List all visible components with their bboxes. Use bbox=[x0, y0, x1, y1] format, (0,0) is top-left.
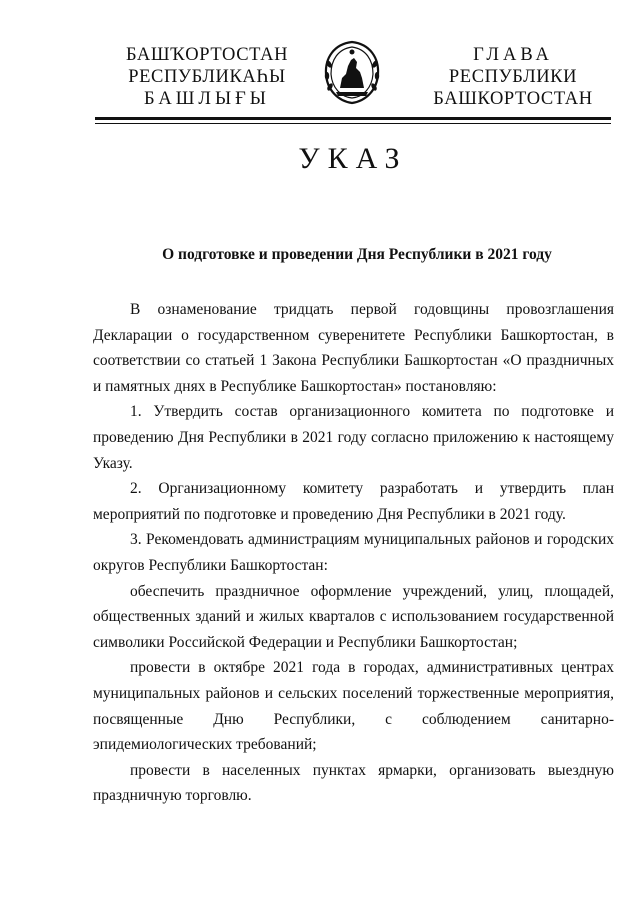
coat-of-arms-icon bbox=[320, 38, 384, 106]
document-type-heading: УКАЗ bbox=[298, 142, 408, 175]
header-right-line: БАШКОРТОСТАН bbox=[433, 89, 593, 109]
header-right-line: ГЛАВА bbox=[473, 45, 553, 65]
header-divider-thin bbox=[95, 123, 611, 124]
body-paragraph: 1. Утвердить состав организационного комитета по подготовке и проведению Дня Республики в 2021 году согласно приложению к настоящему Указу. bbox=[93, 403, 614, 472]
document-body bbox=[93, 297, 614, 809]
body-paragraph: 2. Организационному комитету разработать и утвердить план мероприятий по подготовке и проведению Дня Республики в 2021 году. bbox=[93, 480, 614, 523]
header-left-line: РЕСПУБЛИКАҺЫ bbox=[128, 67, 286, 87]
header-left-bashkir bbox=[112, 44, 302, 110]
body-paragraph: 3. Рекомендовать администрациям муниципальных районов и городских округов Республики Башкортостан: bbox=[93, 531, 614, 574]
document-title: О подготовке и проведении Дня Республики в 2021 году bbox=[162, 246, 552, 263]
header-right-russian bbox=[418, 44, 608, 110]
body-paragraph: обеспечить праздничное оформление учреждений, улиц, площадей, общественных зданий и жилых кварталов с использованием государственной символики Российской Федерации и Республики Башкортостан; bbox=[93, 582, 614, 651]
header-left-line: БАШҠОРТОСТАН bbox=[125, 45, 289, 65]
header-left-line: БАШЛЫҒЫ bbox=[144, 89, 270, 109]
header-right-line: РЕСПУБЛИКИ bbox=[448, 67, 578, 87]
header-divider-thick bbox=[95, 117, 611, 120]
body-paragraph: В ознаменование тридцать первой годовщины провозглашения Декларации о государственном суверенитете Республики Башкортостан, в соответствии со статьей 1 Закона Республики Башкортостан «О праздничных и памятных днях в Республике Башкортостан» постановляю: bbox=[93, 301, 614, 395]
body-paragraph: провести в октябре 2021 года в городах, административных центрах муниципальных районов и сельских поселений торжественные мероприятия, посвященные Дню Республики, с соблюдением санитарно-эпидемиологических требований; bbox=[93, 659, 614, 754]
body-paragraph: провести в населенных пунктах ярмарки, организовать выездную праздничную торговлю. bbox=[93, 761, 614, 805]
